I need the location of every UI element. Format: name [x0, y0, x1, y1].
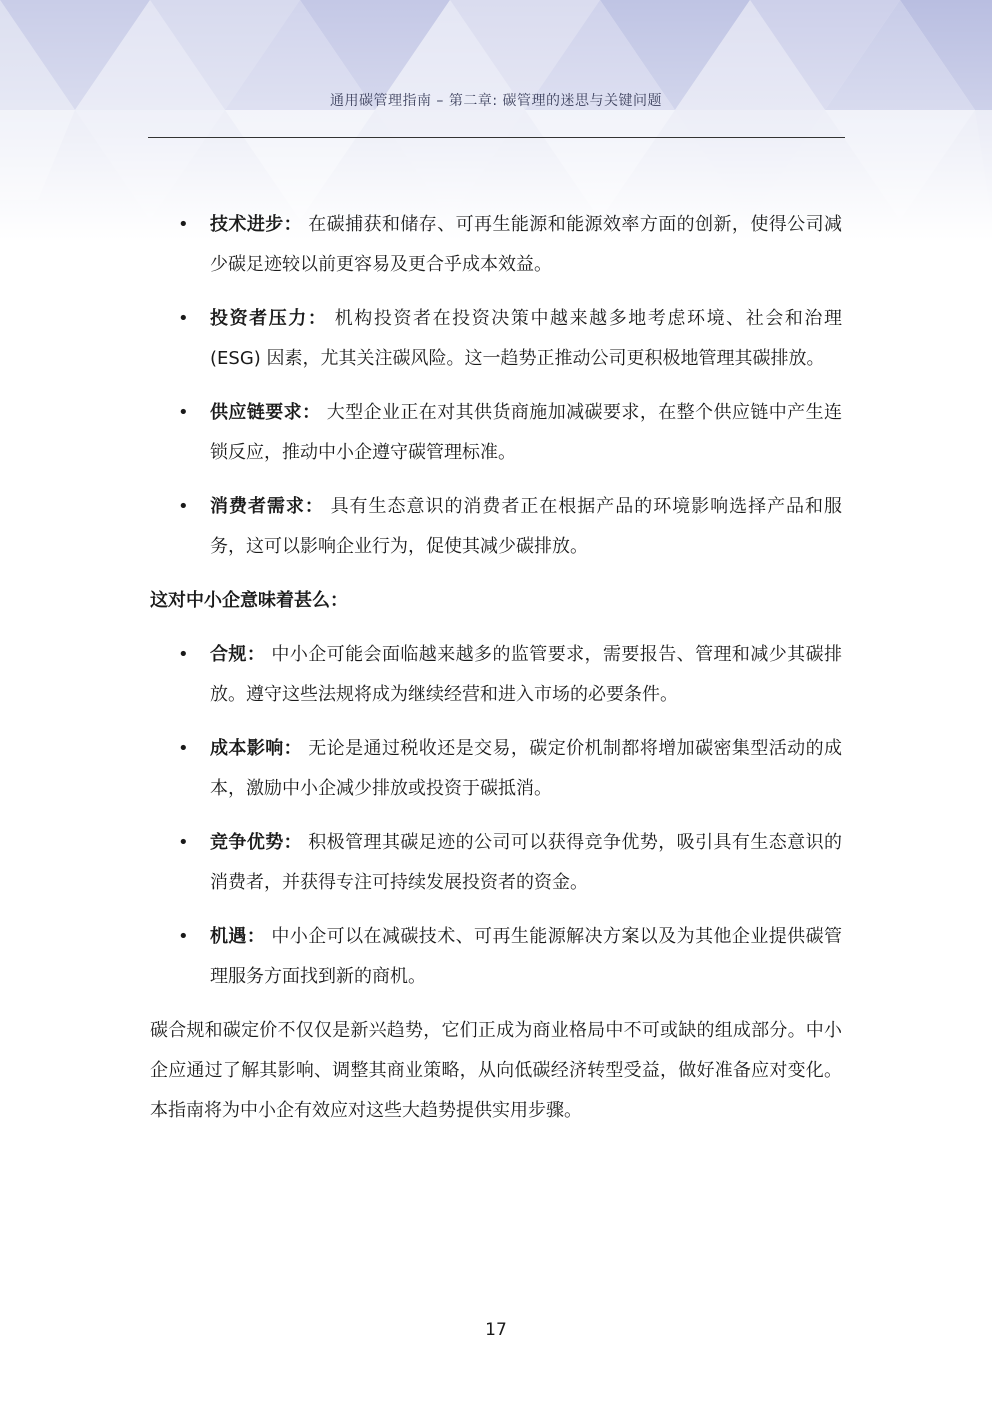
list-item-text: 具有生态意识的消费者正在根据产品的环境影响选择产品和服务，这可以影响企业行为，促使其减少碳排放。 — [210, 496, 842, 557]
list-item-term: 成本影响： — [210, 738, 303, 759]
list-item-term: 机遇： — [210, 926, 266, 947]
list-item-text: 中小企可以在减碳技术、可再生能源解决方案以及为其他企业提供碳管理服务方面找到新的商机。 — [210, 926, 843, 987]
closing-paragraph: 碳合规和碳定价不仅仅是新兴趋势，它们正成为商业格局中不可或缺的组成部分。中小企应通过了解其影响、调整其商业策略，从向低碳经济转型受益，做好准备应对变化。本指南将为中小企有效应对这些大趋势提供实用步骤。 — [150, 1020, 842, 1121]
section-subheading: 这对中小企意味着甚么： — [150, 590, 348, 611]
list-item-text: 大型企业正在对其供货商施加减碳要求，在整个供应链中产生连锁反应，推动中小企遵守碳管理标准。 — [210, 402, 843, 463]
list-item-text: 在碳捕获和储存、可再生能源和能源效率方面的创新，使得公司减少碳足迹较以前更容易及更合乎成本效益。 — [210, 214, 843, 275]
bullet-icon: • — [178, 496, 189, 517]
list-item-text: 中小企可能会面临越来越多的监管要求，需要报告、管理和减少其碳排放。遵守这些法规将成为继续经营和进入市场的必要条件。 — [210, 644, 843, 705]
trend-drivers-list — [150, 205, 842, 567]
list-item — [150, 205, 842, 285]
list-item-text: 无论是通过税收还是交易，碳定价机制都将增加碳密集型活动的成本，激励中小企减少排放或投资于碳抵消。 — [210, 738, 843, 799]
page-body — [150, 205, 842, 1131]
bullet-icon: • — [178, 644, 189, 665]
list-item — [150, 729, 842, 809]
list-item-term: 竞争优势： — [210, 832, 303, 853]
page-number: 17 — [485, 1320, 507, 1340]
sme-implications-list — [150, 635, 842, 997]
bullet-icon: • — [178, 926, 189, 947]
list-item — [150, 917, 842, 997]
list-item — [150, 487, 842, 567]
list-item-term: 技术进步： — [210, 214, 303, 235]
list-item — [150, 823, 842, 903]
list-item — [150, 635, 842, 715]
list-item-term: 供应链要求： — [210, 402, 321, 423]
list-item — [150, 393, 842, 473]
list-item-text: 积极管理其碳足迹的公司可以获得竞争优势，吸引具有生态意识的消费者，并获得专注可持续发展投资者的资金。 — [210, 832, 843, 893]
bullet-icon: • — [178, 738, 189, 759]
header-divider — [148, 137, 845, 138]
header-triangle-pattern — [0, 0, 992, 240]
list-item-term: 合规： — [210, 644, 266, 665]
bullet-icon: • — [178, 832, 189, 853]
running-header-title: 通用碳管理指南 – 第二章: 碳管理的迷思与关键问题 — [329, 93, 663, 109]
bullet-icon: • — [178, 308, 189, 329]
list-item-term: 投资者压力： — [210, 308, 328, 329]
bullet-icon: • — [178, 214, 189, 235]
bullet-icon: • — [178, 402, 189, 423]
list-item-text: 机构投资者在投资决策中越来越多地考虑环境、社会和治理 (ESG) 因素，尤其关注碳风险。这一趋势正推动公司更积极地管理其碳排放。 — [210, 308, 843, 369]
list-item — [150, 299, 842, 379]
list-item-term: 消费者需求： — [210, 496, 324, 517]
